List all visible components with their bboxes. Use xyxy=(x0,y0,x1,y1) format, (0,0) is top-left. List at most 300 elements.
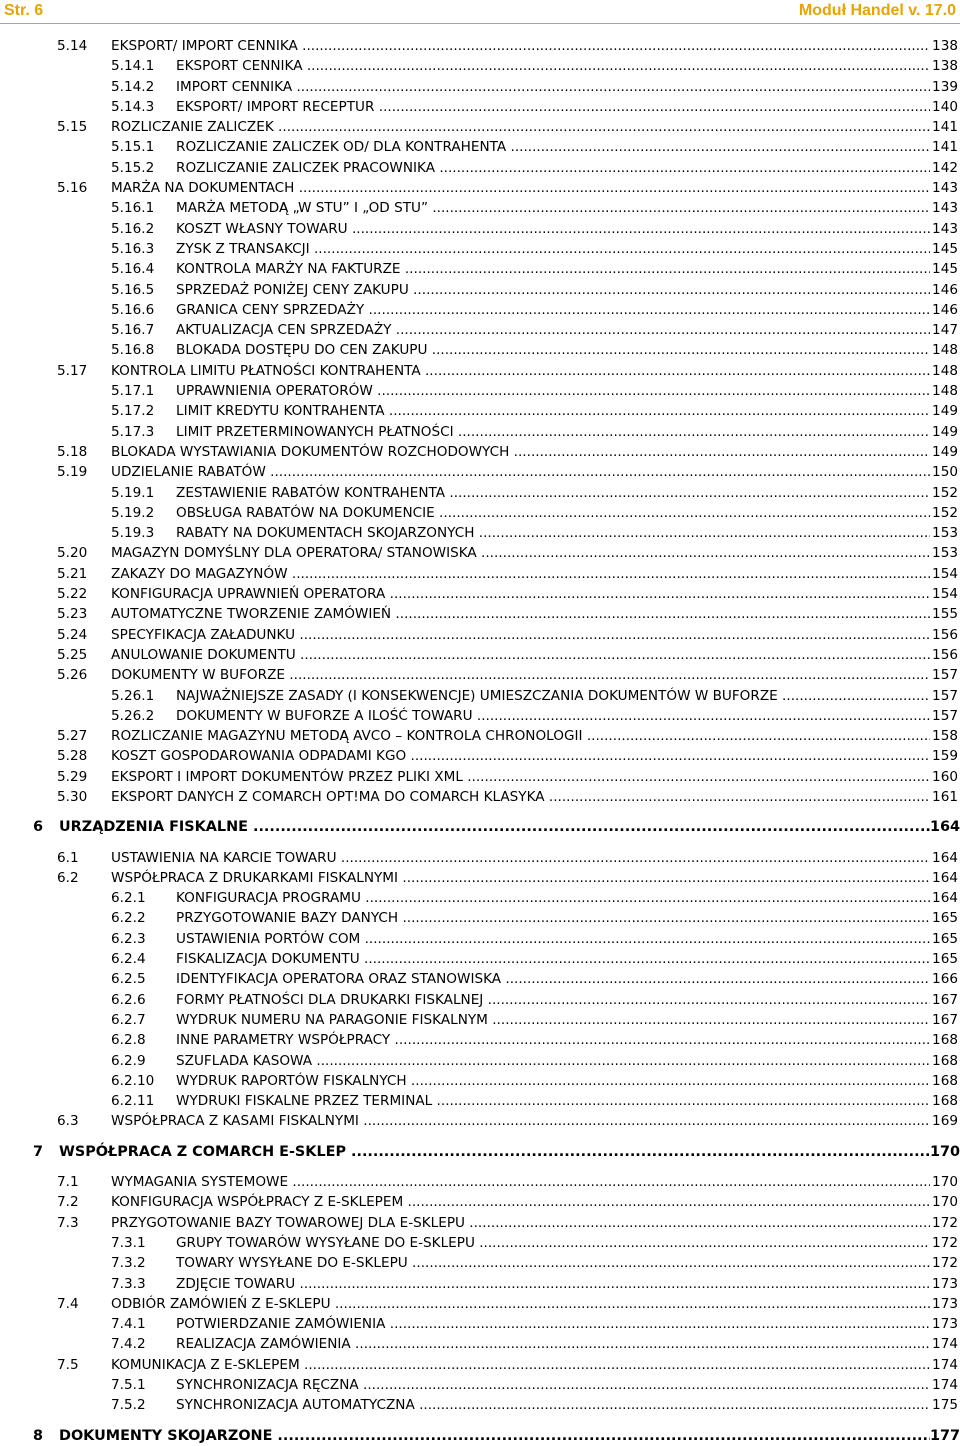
toc-entry-page: 173 xyxy=(932,1275,958,1292)
toc-entry-page: 152 xyxy=(932,484,958,501)
toc-entry-title-leader xyxy=(176,949,930,969)
toc-entry-number: 5.14.3 xyxy=(111,98,155,115)
toc-entry-title: ROZLICZANIE ZALICZEK xyxy=(111,119,274,136)
toc-entry-page: 153 xyxy=(932,525,958,542)
toc-entry-title-leader xyxy=(111,178,930,198)
toc-entry-number: 7.4.1 xyxy=(111,1316,146,1333)
toc-entry-page: 156 xyxy=(932,646,958,663)
toc-entry-title: KOSZT GOSPODAROWANIA ODPADAMI KGO xyxy=(111,748,407,765)
toc-entry-title: WYMAGANIA SYSTEMOWE xyxy=(111,1174,289,1191)
toc-entry-number: 5.20 xyxy=(57,545,88,562)
toc-entry-number: 5.16.8 xyxy=(111,342,155,359)
toc-entry-title-leader xyxy=(176,1071,930,1091)
toc-entry-title-leader xyxy=(111,1213,930,1233)
toc-entry-title: LIMIT KREDYTU KONTRAHENTA xyxy=(176,403,385,420)
toc-entry-title-leader xyxy=(59,1142,930,1162)
toc-entry[interactable] xyxy=(0,36,960,56)
toc-entry-title-leader xyxy=(176,259,930,279)
toc-entry-page: 149 xyxy=(932,403,958,420)
toc-entry[interactable] xyxy=(0,401,960,421)
toc-entry-title: WSPÓŁPRACA Z COMARCH E-SKLEP xyxy=(59,1143,346,1160)
toc-entry-title-leader xyxy=(111,726,930,746)
toc-entry-number: 6.2.8 xyxy=(111,1032,146,1049)
toc-entry-title: URZĄDZENIA FISKALNE xyxy=(59,819,248,836)
toc-entry-page: 142 xyxy=(932,159,958,176)
toc-entry-title-leader xyxy=(59,817,930,837)
toc-entry[interactable] xyxy=(0,1010,960,1030)
toc-entry-page: 153 xyxy=(932,545,958,562)
toc-entry-title-leader xyxy=(176,1253,930,1273)
toc-entry-number: 6.2.6 xyxy=(111,991,146,1008)
toc-entry-title: AUTOMATYCZNE TWORZENIE ZAMÓWIEŃ xyxy=(111,606,392,623)
toc-entry-page: 159 xyxy=(932,748,958,765)
toc-entry-title: USTAWIENIA NA KARCIE TOWARU xyxy=(111,849,337,866)
toc-entry[interactable] xyxy=(0,137,960,157)
toc-entry-title: MARŻA NA DOKUMENTACH xyxy=(111,180,295,197)
toc-entry[interactable] xyxy=(0,604,960,624)
toc-entry[interactable] xyxy=(0,1253,960,1273)
toc-entry-number: 5.16.6 xyxy=(111,301,155,318)
toc-entry-title: ODBIÓR ZAMÓWIEŃ Z E-SKLEPU xyxy=(111,1295,331,1312)
toc-entry-title: BLOKADA DOSTĘPU DO CEN ZAKUPU xyxy=(176,342,428,359)
toc-entry-page: 145 xyxy=(932,261,958,278)
toc-entry-title-leader xyxy=(176,686,930,706)
toc-entry-page: 164 xyxy=(932,869,958,886)
toc-entry-title: DOKUMENTY W BUFORZE A ILOŚĆ TOWARU xyxy=(176,707,473,724)
toc-entry-title-leader xyxy=(176,1091,930,1111)
toc-entry[interactable] xyxy=(0,422,960,442)
toc-entry-title: OBSŁUGA RABATÓW NA DOKUMENCIE xyxy=(176,504,435,521)
toc-entry-number: 5.16.4 xyxy=(111,261,155,278)
toc-entry-title-leader xyxy=(176,97,930,117)
toc-entry-page: 156 xyxy=(932,626,958,643)
toc-entry-page: 143 xyxy=(932,220,958,237)
toc-entry[interactable] xyxy=(0,97,960,117)
toc-entry-number: 6.2.1 xyxy=(111,890,146,907)
toc-entry-page: 138 xyxy=(932,58,958,75)
toc-entry[interactable] xyxy=(0,726,960,746)
toc-entry-number: 5.14.2 xyxy=(111,78,155,95)
toc-entry[interactable] xyxy=(0,1091,960,1111)
toc-entry-number: 5.30 xyxy=(57,788,88,805)
toc-entry-title-leader xyxy=(176,1395,930,1415)
toc-entry-number: 7.3.3 xyxy=(111,1275,146,1292)
toc-entry-title: PRZYGOTOWANIE BAZY TOWAROWEJ DLA E-SKLEPU xyxy=(111,1214,465,1231)
toc-entry-number: 5.16 xyxy=(57,180,88,197)
toc-entry-number: 5.19.3 xyxy=(111,525,155,542)
toc-entry-title-leader xyxy=(176,198,930,218)
toc-entry-title-leader xyxy=(111,564,930,584)
toc-entry-page: 154 xyxy=(932,565,958,582)
toc-entry-title-leader xyxy=(176,523,930,543)
toc-entry-title-leader xyxy=(111,868,930,888)
toc-entry-title-leader xyxy=(176,401,930,421)
toc-entry[interactable] xyxy=(0,1233,960,1253)
toc-entry[interactable] xyxy=(0,1172,960,1192)
toc-entry-page: 143 xyxy=(932,200,958,217)
toc-entry-title: RABATY NA DOKUMENTACH SKOJARZONYCH xyxy=(176,525,475,542)
toc-entry-title: ROZLICZANIE MAGAZYNU METODĄ AVCO – KONTROLA CHRONOLOGII xyxy=(111,728,583,745)
toc-entry[interactable] xyxy=(0,1111,960,1131)
toc-entry[interactable] xyxy=(0,888,960,908)
toc-entry-title-leader xyxy=(176,1233,930,1253)
toc-entry[interactable] xyxy=(0,1274,960,1294)
toc-entry[interactable] xyxy=(0,56,960,76)
toc-entry-page: 168 xyxy=(932,1093,958,1110)
toc-entry-page: 139 xyxy=(932,78,958,95)
toc-entry-number: 5.23 xyxy=(57,606,88,623)
toc-entry-number: 7.4.2 xyxy=(111,1336,146,1353)
toc-entry-number: 6.2.11 xyxy=(111,1093,155,1110)
toc-entry-title: USTAWIENIA PORTÓW COM xyxy=(176,930,361,947)
toc-entry-title: ROZLICZANIE ZALICZEK OD/ DLA KONTRAHENTA xyxy=(176,139,507,156)
toc-entry[interactable] xyxy=(0,949,960,969)
toc-entry-page: 138 xyxy=(932,38,958,54)
toc-chapter-entry[interactable] xyxy=(0,1426,960,1446)
toc-entry-title-leader xyxy=(176,1030,930,1050)
toc-entry-title: PRZYGOTOWANIE BAZY DANYCH xyxy=(176,910,399,927)
toc-entry-number: 7.3.2 xyxy=(111,1255,146,1272)
toc-entry-number: 6.2.3 xyxy=(111,930,146,947)
toc-entry-page: 145 xyxy=(932,240,958,257)
toc-entry-page: 152 xyxy=(932,504,958,521)
toc-entry[interactable] xyxy=(0,340,960,360)
toc-entry-title-leader xyxy=(111,746,930,766)
toc-entry-page: 149 xyxy=(932,423,958,440)
toc-entry-page: 170 xyxy=(932,1194,958,1211)
toc-entry-page: 165 xyxy=(932,930,958,947)
toc-entry-number: 5.26.2 xyxy=(111,707,155,724)
toc-entry-title: FISKALIZACJA DOKUMENTU xyxy=(176,951,360,968)
toc-entry-number: 6.2.9 xyxy=(111,1052,146,1069)
toc-entry-title: EKSPORT DANYCH Z COMARCH OPT!MA DO COMARCH KLASYKA xyxy=(111,788,545,805)
toc-entry-page: 146 xyxy=(932,281,958,298)
toc-entry[interactable] xyxy=(0,1030,960,1050)
toc-entry[interactable] xyxy=(0,523,960,543)
chapter-gap xyxy=(0,838,960,848)
toc-entry[interactable] xyxy=(0,361,960,381)
toc-entry[interactable] xyxy=(0,1375,960,1395)
toc-entry-number: 5.17 xyxy=(57,362,88,379)
toc-entry-page: 157 xyxy=(932,687,958,704)
toc-chapter-entry[interactable] xyxy=(0,1142,960,1162)
toc-entry-title: WYDRUKI FISKALNE PRZEZ TERMINAL xyxy=(176,1093,433,1110)
toc-entry[interactable] xyxy=(0,280,960,300)
toc-entry-number: 6.2 xyxy=(57,869,79,886)
toc-entry-number: 7.5.1 xyxy=(111,1377,146,1393)
toc-entry[interactable] xyxy=(0,706,960,726)
table-of-contents xyxy=(0,36,960,1446)
toc-entry-page: 175 xyxy=(932,1397,958,1414)
toc-entry[interactable] xyxy=(0,908,960,928)
toc-entry-title: KOSZT WŁASNY TOWARU xyxy=(176,220,348,237)
toc-entry[interactable] xyxy=(0,787,960,807)
toc-entry-title-leader xyxy=(176,381,930,401)
toc-entry-number: 5.19 xyxy=(57,464,88,481)
toc-entry[interactable] xyxy=(0,746,960,766)
toc-entry-page: 158 xyxy=(932,728,958,745)
toc-entry-title: UDZIELANIE RABATÓW xyxy=(111,464,266,481)
toc-entry-number: 7.1 xyxy=(57,1174,79,1191)
toc-entry-title: NAJWAŻNIEJSZE ZASADY (I KONSEKWENCJE) UMIESZCZANIA DOKUMENTÓW W BUFORZE xyxy=(176,687,778,704)
toc-entry-number: 6 xyxy=(33,819,44,836)
toc-entry-number: 5.16.5 xyxy=(111,281,155,298)
toc-entry-page: 170 xyxy=(930,1143,960,1160)
toc-entry[interactable] xyxy=(0,259,960,279)
toc-entry-title-leader xyxy=(111,787,930,807)
toc-entry-page: 172 xyxy=(932,1234,958,1251)
toc-entry-page: 168 xyxy=(932,1032,958,1049)
toc-entry-title-leader xyxy=(176,1010,930,1030)
toc-entry-page: 174 xyxy=(932,1356,958,1373)
module-title: Moduł Handel v. 17.0 xyxy=(798,2,956,19)
toc-entry[interactable] xyxy=(0,584,960,604)
toc-entry[interactable] xyxy=(0,1051,960,1071)
toc-entry-title: IDENTYFIKACJA OPERATORA ORAZ STANOWISKA xyxy=(176,971,502,988)
toc-entry[interactable] xyxy=(0,442,960,462)
toc-entry-title-leader xyxy=(176,158,930,178)
toc-entry-title: SPECYFIKACJA ZAŁADUNKU xyxy=(111,626,296,643)
toc-entry-title: WYDRUK RAPORTÓW FISKALNYCH xyxy=(176,1072,407,1089)
toc-entry[interactable] xyxy=(0,117,960,137)
toc-entry-number: 6.2.4 xyxy=(111,951,146,968)
toc-entry-title: KONTROLA MARŻY NA FAKTURZE xyxy=(176,261,401,278)
toc-entry-number: 5.27 xyxy=(57,728,88,745)
toc-entry-number: 7.2 xyxy=(57,1194,79,1211)
toc-entry-title: IMPORT CENNIKA xyxy=(176,78,293,95)
toc-entry-number: 7.3 xyxy=(57,1214,79,1231)
toc-entry-title-leader xyxy=(111,584,930,604)
chapter-gap xyxy=(0,1132,960,1142)
toc-entry-title: SZUFLADA KASOWA xyxy=(176,1052,313,1069)
toc-entry[interactable] xyxy=(0,1294,960,1314)
toc-entry[interactable] xyxy=(0,483,960,503)
toc-entry-title-leader xyxy=(176,990,930,1010)
toc-entry-title-leader xyxy=(111,1111,930,1131)
toc-entry-title-leader xyxy=(111,1172,930,1192)
toc-entry-title-leader xyxy=(176,239,930,259)
toc-entry-number: 5.14 xyxy=(57,38,88,54)
toc-entry-page: 167 xyxy=(932,991,958,1008)
toc-entry-title: INNE PARAMETRY WSPÓŁPRACY xyxy=(176,1032,391,1049)
toc-entry-number: 6.2.10 xyxy=(111,1072,155,1089)
toc-entry-title: REALIZACJA ZAMÓWIENIA xyxy=(176,1336,351,1353)
toc-entry-number: 6.2.2 xyxy=(111,910,146,927)
toc-entry-title: ZDJĘCIE TOWARU xyxy=(176,1275,296,1292)
toc-entry-title-leader xyxy=(111,604,930,624)
toc-entry-title-leader xyxy=(111,442,930,462)
toc-entry-title: ROZLICZANIE ZALICZEK PRACOWNIKA xyxy=(176,159,435,176)
toc-entry-page: 164 xyxy=(932,849,958,866)
toc-entry-number: 5.24 xyxy=(57,626,88,643)
toc-entry-number: 7.5 xyxy=(57,1356,79,1373)
page-number-label: Str. 6 xyxy=(4,2,44,19)
toc-entry-page: 150 xyxy=(932,464,958,481)
toc-entry-page: 174 xyxy=(932,1377,958,1393)
toc-entry-page: 147 xyxy=(932,322,958,339)
toc-entry-page: 157 xyxy=(932,667,958,684)
toc-entry-title-leader xyxy=(176,888,930,908)
toc-entry-title-leader xyxy=(176,1334,930,1354)
toc-entry-number: 7.5.2 xyxy=(111,1397,146,1414)
toc-entry[interactable] xyxy=(0,645,960,665)
toc-entry[interactable] xyxy=(0,848,960,868)
toc-chapter-entry[interactable] xyxy=(0,817,960,837)
toc-entry-number: 5.17.1 xyxy=(111,383,155,400)
toc-entry-number: 5.21 xyxy=(57,565,88,582)
toc-entry-page: 173 xyxy=(932,1316,958,1333)
toc-entry[interactable] xyxy=(0,1334,960,1354)
toc-entry[interactable] xyxy=(0,462,960,482)
toc-entry-title-leader xyxy=(176,280,930,300)
toc-entry-number: 5.18 xyxy=(57,443,88,460)
toc-entry-number: 5.26.1 xyxy=(111,687,155,704)
toc-entry-number: 5.19.1 xyxy=(111,484,155,501)
toc-entry-number: 6.2.5 xyxy=(111,971,146,988)
toc-entry[interactable] xyxy=(0,543,960,563)
toc-entry[interactable] xyxy=(0,1213,960,1233)
toc-entry-title-leader xyxy=(176,77,930,97)
toc-entry[interactable] xyxy=(0,178,960,198)
toc-entry-page: 164 xyxy=(932,890,958,907)
toc-entry-title: GRUPY TOWARÓW WYSYŁANE DO E-SKLEPU xyxy=(176,1234,475,1251)
toc-entry[interactable] xyxy=(0,969,960,989)
toc-entry-page: 143 xyxy=(932,180,958,197)
toc-entry-title-leader xyxy=(111,36,930,56)
toc-entry[interactable] xyxy=(0,767,960,787)
toc-entry-number: 5.16.7 xyxy=(111,322,155,339)
page-header xyxy=(0,0,960,22)
toc-entry-title: KOMUNIKACJA Z E-SKLEPEM xyxy=(111,1356,300,1373)
toc-entry-title: GRANICA CENY SPRZEDAŻY xyxy=(176,301,365,318)
toc-entry[interactable] xyxy=(0,929,960,949)
toc-entry-title-leader xyxy=(111,665,930,685)
toc-entry[interactable] xyxy=(0,300,960,320)
toc-entry[interactable] xyxy=(0,219,960,239)
toc-entry-number: 7.4 xyxy=(57,1295,79,1312)
toc-entry-title: EKSPORT/ IMPORT RECEPTUR xyxy=(176,98,375,115)
chapter-gap xyxy=(0,807,960,817)
toc-entry[interactable] xyxy=(0,381,960,401)
toc-entry[interactable] xyxy=(0,868,960,888)
toc-entry-title: AKTUALIZACJA CEN SPRZEDAŻY xyxy=(176,322,392,339)
toc-entry-title: POTWIERDZANIE ZAMÓWIENIA xyxy=(176,1316,386,1333)
toc-entry-title-leader xyxy=(111,462,930,482)
toc-entry-page: 155 xyxy=(932,606,958,623)
toc-entry-title: LIMIT PRZETERMINOWANYCH PŁATNOŚCI xyxy=(176,423,454,440)
toc-entry-title: ZYSK Z TRANSAKCJI xyxy=(176,240,310,257)
toc-entry-title-leader xyxy=(176,1314,930,1334)
toc-entry-page: 146 xyxy=(932,301,958,318)
toc-entry-page: 141 xyxy=(932,119,958,136)
toc-entry[interactable] xyxy=(0,320,960,340)
toc-entry-title-leader xyxy=(176,969,930,989)
toc-entry-title: KONFIGURACJA UPRAWNIEŃ OPERATORA xyxy=(111,586,386,603)
toc-entry[interactable] xyxy=(0,1355,960,1375)
toc-entry-page: 172 xyxy=(932,1255,958,1272)
toc-entry[interactable] xyxy=(0,158,960,178)
toc-entry-title: WSPÓŁPRACA Z DRUKARKAMI FISKALNYMI xyxy=(111,869,399,886)
toc-entry-title-leader xyxy=(176,929,930,949)
toc-entry-title-leader xyxy=(111,767,930,787)
toc-entry[interactable] xyxy=(0,239,960,259)
toc-entry-title-leader xyxy=(111,848,930,868)
toc-entry-page: 164 xyxy=(930,819,960,836)
toc-entry-page: 160 xyxy=(932,768,958,785)
toc-entry-page: 173 xyxy=(932,1295,958,1312)
toc-entry-title-leader xyxy=(59,1426,930,1446)
toc-entry[interactable] xyxy=(0,665,960,685)
toc-entry-title: KONTROLA LIMITU PŁATNOŚCI KONTRAHENTA xyxy=(111,362,421,379)
toc-entry-number: 5.25 xyxy=(57,646,88,663)
header-rule xyxy=(0,23,960,24)
toc-entry[interactable] xyxy=(0,77,960,97)
toc-entry-title: DOKUMENTY SKOJARZONE xyxy=(59,1427,273,1444)
toc-entry-number: 5.19.2 xyxy=(111,504,155,521)
toc-entry-page: 148 xyxy=(932,383,958,400)
toc-entry-title: ZESTAWIENIE RABATÓW KONTRAHENTA xyxy=(176,484,446,501)
toc-entry[interactable] xyxy=(0,198,960,218)
toc-entry[interactable] xyxy=(0,564,960,584)
toc-entry-title-leader xyxy=(111,543,930,563)
toc-entry-page: 154 xyxy=(932,586,958,603)
toc-entry-page: 169 xyxy=(932,1113,958,1130)
toc-entry-title: EKSPORT CENNIKA xyxy=(176,58,303,75)
toc-entry[interactable] xyxy=(0,1314,960,1334)
toc-entry-title-leader xyxy=(176,56,930,76)
toc-entry-title: FORMY PŁATNOŚCI DLA DRUKARKI FISKALNEJ xyxy=(176,991,484,1008)
toc-entry-title: BLOKADA WYSTAWIANIA DOKUMENTÓW ROZCHODOWYCH xyxy=(111,443,510,460)
toc-entry-title: EKSPORT I IMPORT DOKUMENTÓW PRZEZ PLIKI XML xyxy=(111,768,463,785)
toc-entry-page: 168 xyxy=(932,1052,958,1069)
toc-entry-number: 6.2.7 xyxy=(111,1011,146,1028)
toc-entry-number: 7 xyxy=(33,1143,44,1160)
toc-entry-title: MAGAZYN DOMYŚLNY DLA OPERATORA/ STANOWISKA xyxy=(111,545,477,562)
toc-entry-number: 5.26 xyxy=(57,667,88,684)
toc-entry-page: 170 xyxy=(932,1174,958,1191)
toc-entry-title-leader xyxy=(176,908,930,928)
toc-entry-page: 157 xyxy=(932,707,958,724)
toc-entry-title-leader xyxy=(176,300,930,320)
toc-entry-title-leader xyxy=(176,137,930,157)
toc-entry-number: 5.29 xyxy=(57,768,88,785)
toc-entry[interactable] xyxy=(0,686,960,706)
toc-entry-page: 167 xyxy=(932,1011,958,1028)
toc-entry-title: UPRAWNIENIA OPERATORÓW xyxy=(176,383,373,400)
toc-entry-page: 165 xyxy=(932,951,958,968)
toc-entry-number: 5.14.1 xyxy=(111,58,155,75)
toc-entry[interactable] xyxy=(0,990,960,1010)
toc-entry[interactable] xyxy=(0,1071,960,1091)
chapter-gap xyxy=(0,1416,960,1426)
chapter-gap xyxy=(0,1162,960,1172)
toc-entry-page: 166 xyxy=(932,971,958,988)
toc-entry[interactable] xyxy=(0,625,960,645)
toc-entry-title: WSPÓŁPRACA Z KASAMI FISKALNYMI xyxy=(111,1113,359,1130)
toc-entry-page: 148 xyxy=(932,342,958,359)
toc-entry-page: 161 xyxy=(932,788,958,805)
toc-entry[interactable] xyxy=(0,503,960,523)
toc-entry-title-leader xyxy=(176,422,930,442)
toc-entry-title-leader xyxy=(176,503,930,523)
toc-entry-number: 5.15 xyxy=(57,119,88,136)
toc-entry-title-leader xyxy=(111,361,930,381)
toc-entry-page: 177 xyxy=(930,1427,960,1444)
toc-entry[interactable] xyxy=(0,1192,960,1212)
toc-entry[interactable] xyxy=(0,1395,960,1415)
toc-entry-number: 5.17.2 xyxy=(111,403,155,420)
toc-entry-title-leader xyxy=(176,1274,930,1294)
